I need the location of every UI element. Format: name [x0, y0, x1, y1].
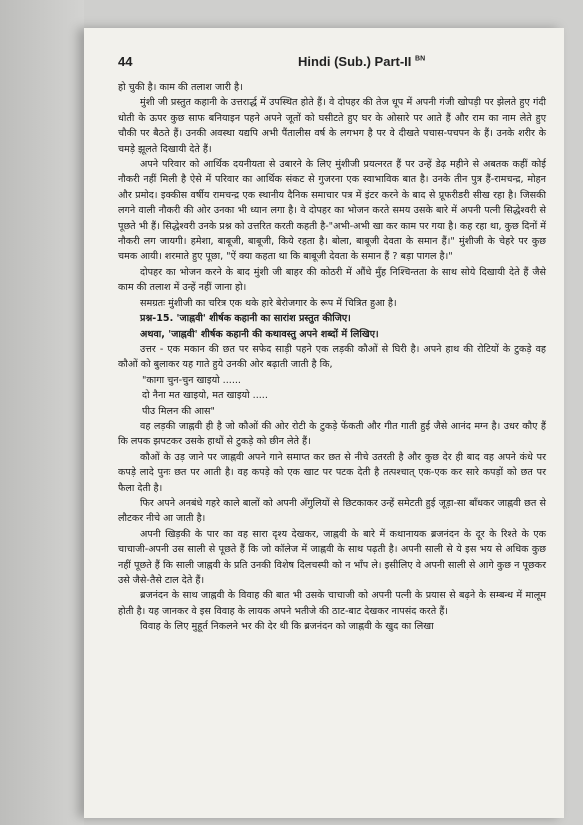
poem-line: दो नैना मत खाइयो, मत खाइयो ..... [142, 390, 268, 402]
page-header [118, 54, 544, 74]
question-heading: अथवा, 'जाह्नवी' शीर्षक कहानी की कथावस्तु अपने शब्दों में लिखिए। [140, 328, 379, 340]
paragraph: अपने परिवार को आर्थिक दयनीयता से उबारने के लिए मुंशीजी प्रयत्नरत हैं पर उन्हें डेढ़ महीने से अबतक कहीं कोई नौकरी नहीं मिली है ऐसे में परिवार का आर्थिक संकट से गुजरना एक स्वाभाविक बात है। उनके तीन पुत्र हैं-रामचन्द्र, मोहन और प्रमोद। इक्कीस वर्षीय रामचन्द्र एक स्थानीय दैनिक समाचार पत्र में इंटर करने के बाद से प्रूफरीडरी सीख रहा है। जिसकी लगने वाली नौकरी की ओर उनका भी ध्यान लगा है। वे दोपहर का भोजन करते समय उसके बारे में अपनी पत्नी सिद्धेश्वरी से पूछते भी हैं। सिद्धेश्वरी उनके प्रश्न को उत्तरित करती कहती है-"अभी-अभी खा कर काम पर गया है। कह रहा था, कुछ दिनों में नौकरी लग जायगी। हमेशा, बाबूजी, बाबूजी, किये रहता है। बोला, बाबूजी देवता के समान हैं।" मुंशीजी के चेहरे पर कुछ चमक आयी। शरमाते हुए पूछा, "ऐं क्या कहता था कि बाबूजी देवता के समान हैं ? बड़ा पागल है।" [118, 159, 546, 263]
paragraph: ब्रजनंदन के साथ जाह्नवी के विवाह की बात भी उसके चाचाजी को अपनी पत्नी के प्रयास से बढ़ने के सम्बन्ध में मालूम होती है। यह जानकर वे इस विवाह के लायक अपने भतीजे की ठाट-बाट देखकर नापसंद करते हैं। [118, 590, 546, 617]
paragraph: दोपहर का भोजन करने के बाद मुंशी जी बाहर की कोठरी में औंधे मुँह निश्चिन्तता के साथ सोये दिखायी देते हैं जैसे काम की तलाश में उन्हें नहीं जाना हो। [118, 266, 546, 294]
paragraph: उत्तर - एक मकान की छत पर सफेद साड़ी पहने एक लड़की कौओं से घिरी है। अपने हाथ की रोटियों के टुकड़े वह कौओं को बुलाकर यह गाते हुये उनकी ओर बढ़ाती जाती है कि, [118, 343, 546, 371]
running-title [298, 54, 425, 69]
paragraph: विवाह के लिए मुहूर्त निकलने भर की देर थी कि ब्रजनंदन को जाह्नवी के खुद का लिखा [140, 621, 434, 633]
paragraph: मुंशी जी प्रस्तुत कहानी के उत्तरार्द्ध में उपस्थित होते हैं। वे दोपहर की तेज धूप में अपनी गंजी खोपड़ी पर झेलते हुए गंदी धोती के ऊपर कुछ साफ बनियाइन पहने अपने जूतों को घसीटते हुए घर के ओसारे पर आते हैं और राम का नाम लेते हुए चौकी पर बैठते हैं। उनकी अवस्था यद्यपि अभी पैंतालीस वर्ष के लगभग है पर वे दीखते पचास-पचपन के हैं। उनके शरीर के चमड़े झूलते दिखायी देते हैं। [118, 97, 546, 155]
running-title-sup: BN [415, 55, 426, 63]
running-title-text: Hindi (Sub.) Part-II [298, 54, 412, 69]
paragraph: अपनी खिड़की के पार का वह सारा दृश्य देखकर, जाह्नवी के बारे में कथानायक ब्रजनंदन के दूर के रिश्ते के एक चाचाजी-अपनी उस साली से पूछते हैं कि जो कॉलेज में जाह्नवी के साथ पढ़ती है। अपनी साली से ये इस भय से अधिक कुछ नहीं पूछते हैं कि साली जाह्नवी के प्रति उनकी विशेष दिलचस्पी को न भाँप ले। इसीलिए वे अपनी साली से आगे कुछ न पूछकर उसे जैसे-तैसे टाल देते हैं। [118, 528, 546, 586]
paragraph: कौओं के उड़ जाने पर जाह्नवी अपने गाने समाप्त कर छत से नीचे उतरती है और कुछ देर ही बाद वह अपने कंधे पर कपड़े लादे पुनः छत पर आती है। वह कपड़े को एक खाट पर पटक देती है तत्पश्चात् एक-एक कर सारे कपड़ों को छत पर फैला देती है। [118, 451, 546, 494]
paragraph: हो चुकी है। काम की तलाश जारी है। [118, 82, 243, 93]
poem-line: पीउ मिलन की आस" [142, 405, 215, 417]
background-shadow [0, 0, 84, 825]
page-number: 44 [118, 54, 133, 69]
paragraph: समग्रतः मुंशीजी का चरित्र एक थके हारे बेरोजगार के रूप में चित्रित हुआ है। [140, 297, 397, 309]
paragraph: वह लड़की जाह्नवी ही है जो कौओं की ओर रोटी के टुकड़े फेंकती और गीत गाती हुई जैसे आनंद मग्न है। उधर कौए हैं कि लपक झपटकर उसके हाथों से टुकड़े को छीन लेते हैं। [118, 420, 546, 448]
paragraph: फिर अपने अनबंधे गहरे काले बालों को अपनी अँगुलियों से छिटकाकर उन्हें समेटती हुई जूड़ा-सा बाँधकर जाह्नवी छत से लौटकर नीचे आ जाती है। [118, 497, 546, 525]
poem-line: "कागा चुन-चुन खाइयो ...... [142, 374, 241, 386]
question-heading: प्रश्न-15. 'जाह्नवी' शीर्षक कहानी का सारांश प्रस्तुत कीजिए। [140, 313, 351, 325]
document-page [84, 28, 564, 818]
body-text [118, 80, 546, 635]
